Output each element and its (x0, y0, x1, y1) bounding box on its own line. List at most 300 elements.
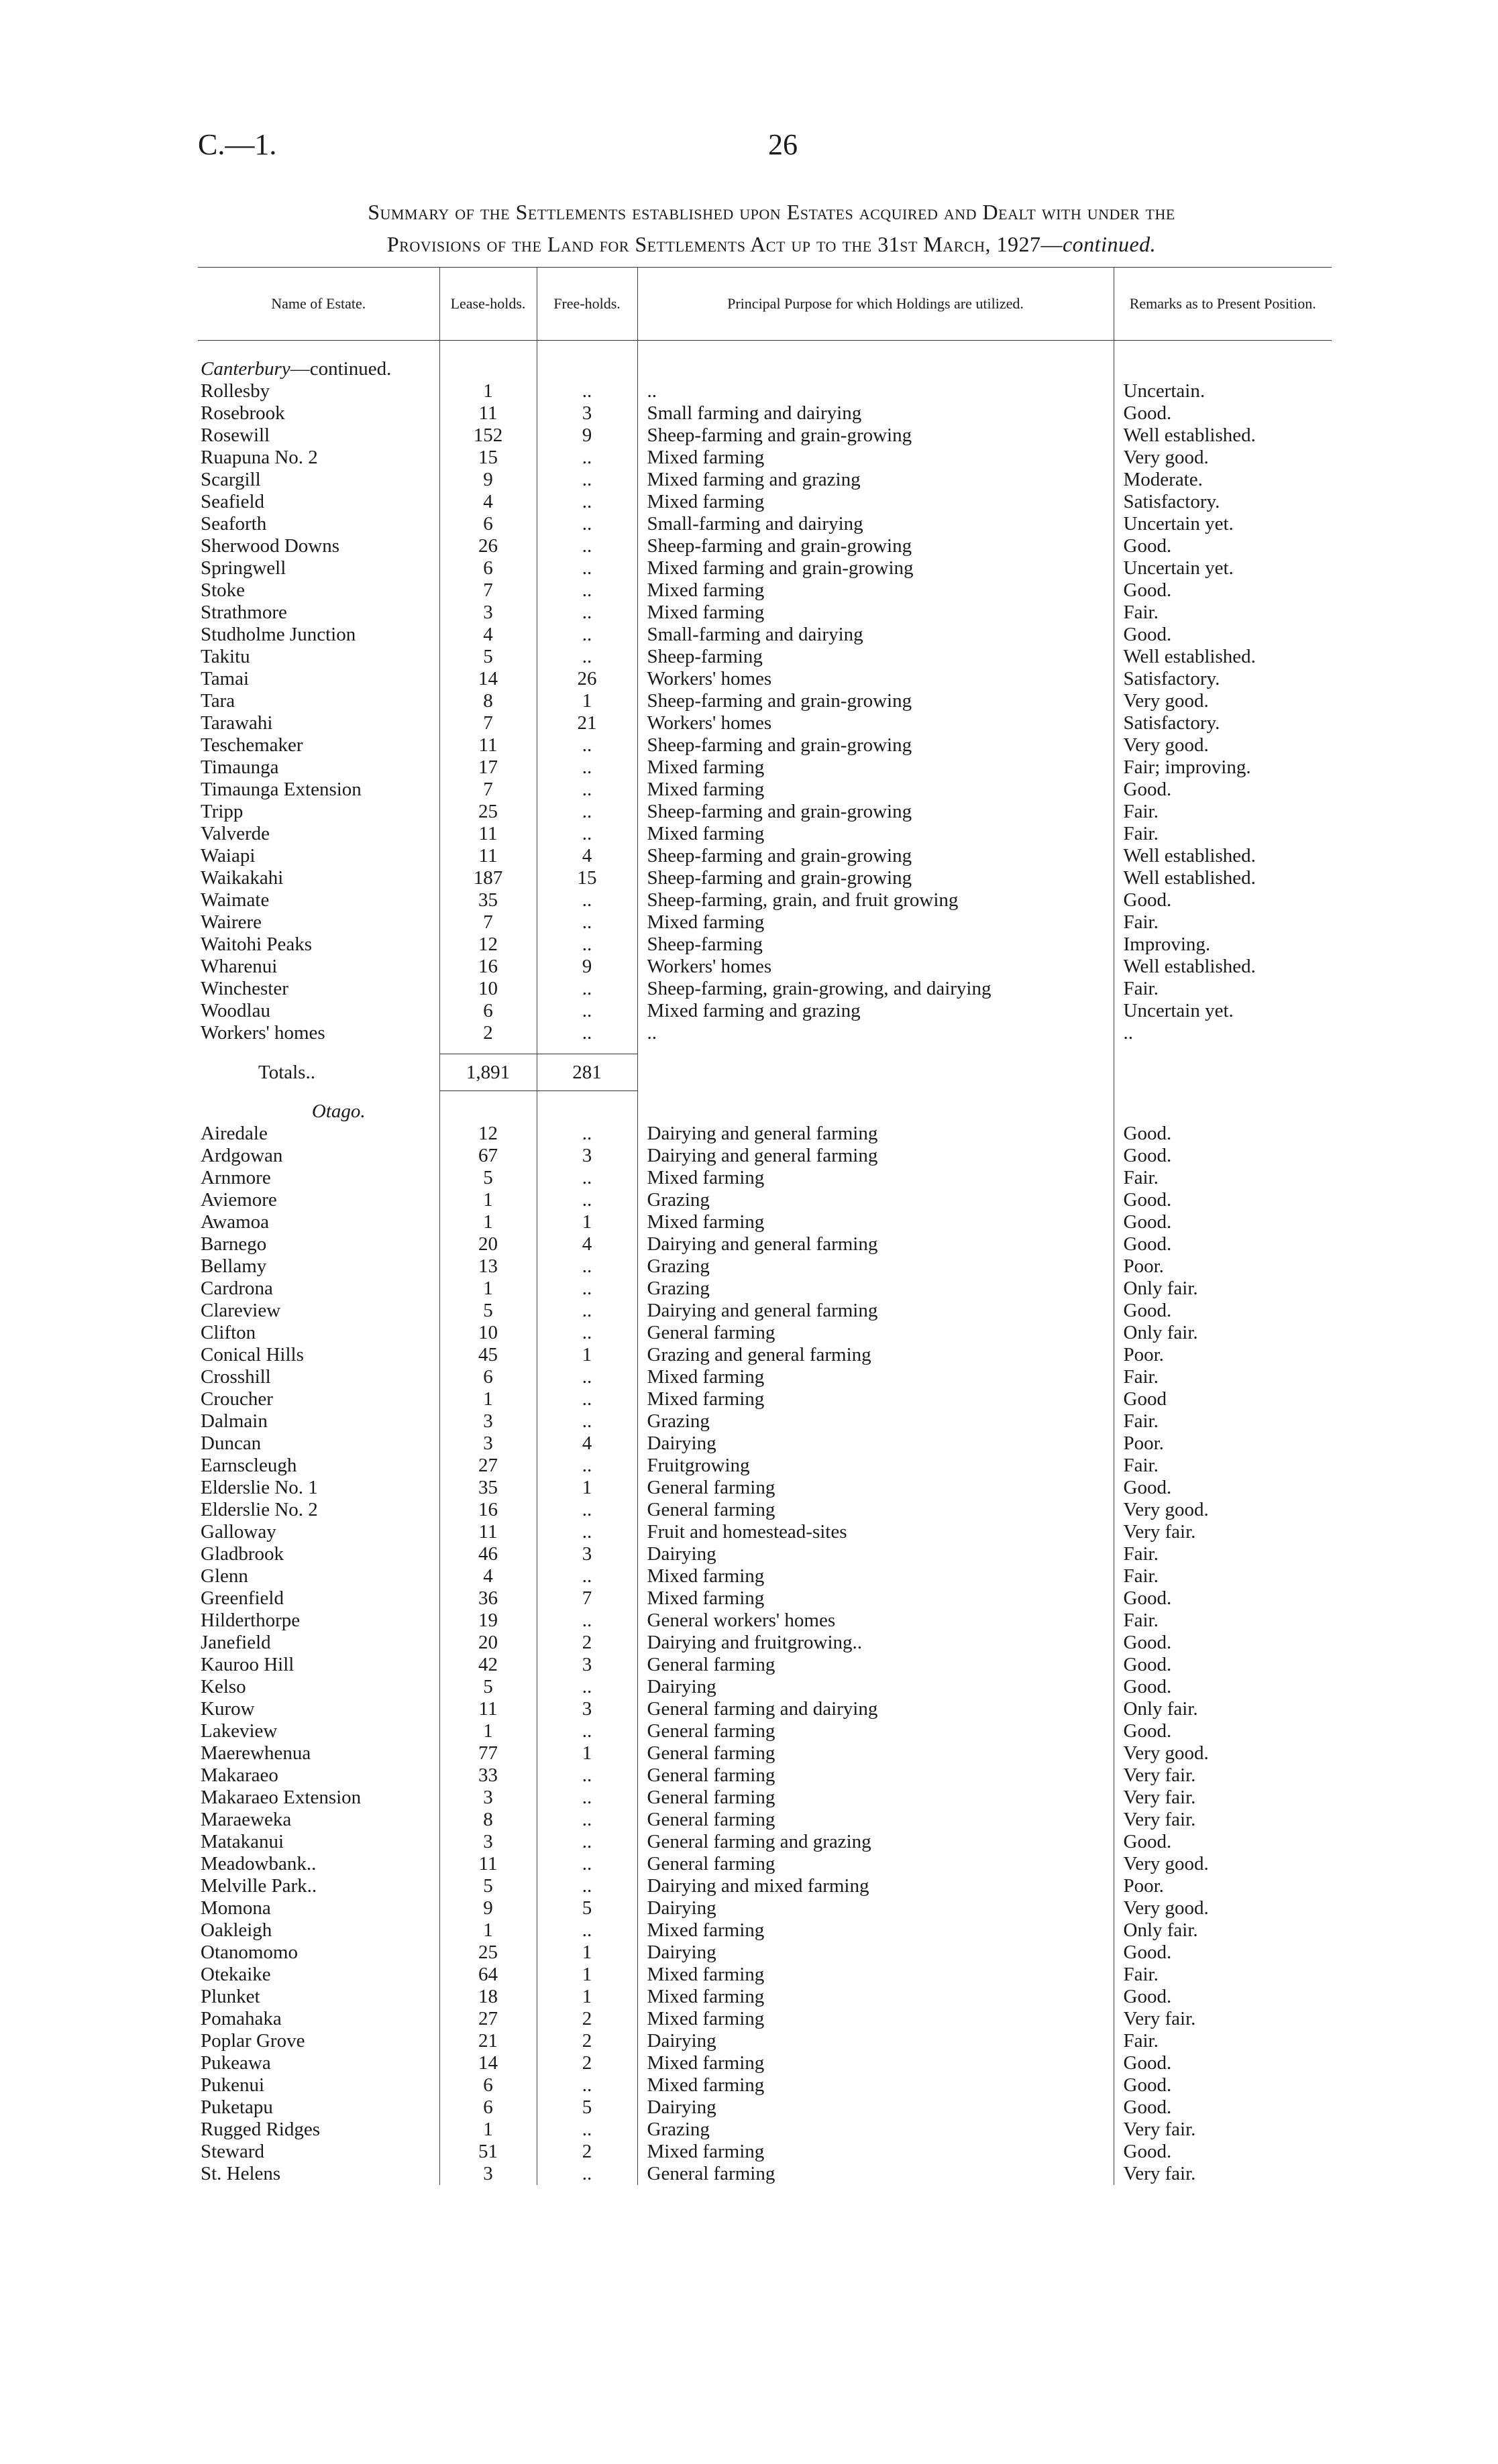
section-heading-otago (198, 1101, 1332, 1123)
table-row (198, 1543, 1332, 1565)
freeholds-count: .. (537, 1278, 637, 1300)
totals-label: Totals.. (258, 1061, 315, 1083)
spacer-row (198, 1091, 1332, 1101)
remarks: Fair. (1114, 801, 1332, 823)
remarks: Good. (1114, 1986, 1332, 2008)
principal-purpose: Mixed farming (637, 491, 1114, 513)
section-region: Canterbury (201, 358, 290, 380)
principal-purpose: Dairying (637, 1942, 1114, 1964)
leaseholds-count: 1 (439, 1278, 537, 1300)
freeholds-count: .. (537, 1521, 637, 1543)
remarks: Fair. (1114, 1565, 1332, 1587)
estate-name: Valverde (201, 823, 270, 844)
freeholds-count: .. (537, 1300, 637, 1322)
principal-purpose: Dairying (637, 1897, 1114, 1919)
freeholds-count: .. (537, 1610, 637, 1632)
remarks: Good. (1114, 1632, 1332, 1654)
leaseholds-count: 3 (439, 1831, 537, 1853)
leaseholds-count: 3 (439, 1410, 537, 1433)
estate-name: Pomahaka (201, 2008, 282, 2029)
principal-purpose: General farming (637, 1809, 1114, 1831)
principal-purpose: Dairying and fruitgrowing.. (637, 1632, 1114, 1654)
estate-name: Elderslie No. 2 (201, 1499, 318, 1520)
principal-purpose: Grazing (637, 1410, 1114, 1433)
remarks: Good. (1114, 1211, 1332, 1233)
principal-purpose: Sheep-farming, grain, and fruit growing (637, 889, 1114, 911)
estate-name: Seaforth (201, 513, 267, 535)
principal-purpose: General farming (637, 1765, 1114, 1787)
freeholds-count: 5 (537, 2096, 637, 2119)
remarks: Very fair. (1114, 2008, 1332, 2030)
remarks: Good. (1114, 2096, 1332, 2119)
remarks: Good. (1114, 779, 1332, 801)
leaseholds-count: 11 (439, 402, 537, 425)
table-row (198, 2052, 1332, 2074)
table-row (198, 2008, 1332, 2030)
table-row (198, 1521, 1332, 1543)
estate-name: Oakleigh (201, 1919, 272, 1941)
table-row (198, 2141, 1332, 2163)
estate-name: Timaunga Extension (201, 779, 362, 800)
col-remarks: Remarks as to Present Position. (1114, 268, 1332, 341)
freeholds-count: .. (537, 734, 637, 757)
leaseholds-count: 6 (439, 2074, 537, 2096)
remarks: Fair. (1114, 1543, 1332, 1565)
remarks: Fair; improving. (1114, 757, 1332, 779)
document-code: C.—1. (198, 128, 277, 161)
table-row (198, 1565, 1332, 1587)
principal-purpose: Sheep-farming and grain-growing (637, 425, 1114, 447)
remarks: Good. (1114, 1477, 1332, 1499)
freeholds-count: .. (537, 1875, 637, 1897)
section-region: Otago. (311, 1101, 366, 1122)
leaseholds-count: 25 (439, 801, 537, 823)
remarks: Good. (1114, 2074, 1332, 2096)
estate-name: Earnscleugh (201, 1455, 297, 1476)
leaseholds-count: 10 (439, 978, 537, 1000)
estate-name: St. Helens (201, 2163, 281, 2184)
freeholds-count: .. (537, 1189, 637, 1211)
remarks: Uncertain. (1114, 380, 1332, 402)
leaseholds-count: 187 (439, 867, 537, 889)
principal-purpose: Sheep-farming and grain-growing (637, 845, 1114, 867)
totals-row (198, 1054, 1332, 1091)
estate-name: Kauroo Hill (201, 1654, 295, 1675)
estate-name: Rugged Ridges (201, 2119, 321, 2140)
estate-name: Otanomomo (201, 1942, 298, 1963)
remarks: Fair. (1114, 1964, 1332, 1986)
estate-name: Croucher (201, 1388, 273, 1410)
freeholds-count: .. (537, 1565, 637, 1587)
estate-name: Crosshill (201, 1366, 271, 1388)
table-row (198, 1831, 1332, 1853)
leaseholds-count: 12 (439, 934, 537, 956)
estate-name: Plunket (201, 1986, 260, 2007)
remarks: Good. (1114, 1587, 1332, 1610)
leaseholds-count: 35 (439, 1477, 537, 1499)
estate-name: Ruapuna No. 2 (201, 447, 318, 468)
freeholds-count: .. (537, 801, 637, 823)
leaseholds-count: 3 (439, 1433, 537, 1455)
leaseholds-count: 1 (439, 2119, 537, 2141)
table-row (198, 1720, 1332, 1742)
leaseholds-count: 6 (439, 513, 537, 535)
leaseholds-count: 42 (439, 1654, 537, 1676)
principal-purpose: Mixed farming (637, 2008, 1114, 2030)
estate-name: Woodlau (201, 1000, 270, 1021)
leaseholds-count: 12 (439, 1123, 537, 1145)
remarks: Satisfactory. (1114, 712, 1332, 734)
estate-name: Momona (201, 1897, 271, 1919)
remarks: Fair. (1114, 1410, 1332, 1433)
leaseholds-count: 1 (439, 1720, 537, 1742)
spacer-row (198, 341, 1332, 359)
principal-purpose: Dairying and general farming (637, 1233, 1114, 1255)
freeholds-count: .. (537, 1831, 637, 1853)
leaseholds-count: 35 (439, 889, 537, 911)
remarks: Fair. (1114, 1167, 1332, 1189)
leaseholds-count: 6 (439, 1366, 537, 1388)
remarks: Very good. (1114, 1853, 1332, 1875)
remarks: .. (1114, 1022, 1332, 1044)
estate-name: Sherwood Downs (201, 535, 340, 557)
estate-name: Tamai (201, 668, 250, 689)
remarks: Very good. (1114, 1897, 1332, 1919)
table-row (198, 1233, 1332, 1255)
title-line-2 (188, 228, 1355, 260)
table-row (198, 779, 1332, 801)
remarks: Very fair. (1114, 1809, 1332, 1831)
freeholds-count: .. (537, 1167, 637, 1189)
principal-purpose: General farming (637, 1499, 1114, 1521)
remarks: Fair. (1114, 1455, 1332, 1477)
remarks: Very good. (1114, 734, 1332, 757)
freeholds-count: 1 (537, 690, 637, 712)
estate-name: Waikakahi (201, 867, 284, 889)
leaseholds-count: 5 (439, 1676, 537, 1698)
principal-purpose: Sheep-farming and grain-growing (637, 867, 1114, 889)
leaseholds-count: 14 (439, 2052, 537, 2074)
freeholds-count: 1 (537, 1986, 637, 2008)
principal-purpose: .. (637, 380, 1114, 402)
principal-purpose: Mixed farming and grain-growing (637, 557, 1114, 579)
col-principal-purpose: Principal Purpose for which Holdings are utilized. (637, 268, 1114, 341)
principal-purpose: Sheep-farming (637, 646, 1114, 668)
principal-purpose: Fruit and homestead-sites (637, 1521, 1114, 1543)
principal-purpose: General workers' homes (637, 1610, 1114, 1632)
principal-purpose: Sheep-farming (637, 934, 1114, 956)
remarks: Good. (1114, 402, 1332, 425)
remarks: Well established. (1114, 867, 1332, 889)
remarks: Very fair. (1114, 1787, 1332, 1809)
remarks: Good. (1114, 1145, 1332, 1167)
remarks: Very fair. (1114, 1765, 1332, 1787)
table-row (198, 978, 1332, 1000)
principal-purpose: Small-farming and dairying (637, 513, 1114, 535)
page-title (188, 196, 1355, 260)
freeholds-count: .. (537, 2163, 637, 2185)
remarks: Well established. (1114, 845, 1332, 867)
estate-name: Ardgowan (201, 1145, 283, 1166)
table-row (198, 1189, 1332, 1211)
estate-name: Gladbrook (201, 1543, 284, 1565)
principal-purpose: Mixed farming (637, 602, 1114, 624)
principal-purpose: Mixed farming (637, 1211, 1114, 1233)
estate-name: Seafield (201, 491, 265, 512)
freeholds-count: .. (537, 1123, 637, 1145)
table-row (198, 2096, 1332, 2119)
freeholds-count: 2 (537, 1632, 637, 1654)
table-row (198, 801, 1332, 823)
freeholds-count: 15 (537, 867, 637, 889)
leaseholds-count: 77 (439, 1742, 537, 1765)
estate-name: Janefield (201, 1632, 271, 1653)
leaseholds-count: 5 (439, 1167, 537, 1189)
table-row (198, 1919, 1332, 1942)
table-row (198, 823, 1332, 845)
estate-name: Stoke (201, 579, 246, 601)
table-row (198, 2163, 1332, 2185)
principal-purpose: Workers' homes (637, 712, 1114, 734)
leaseholds-count: 3 (439, 602, 537, 624)
freeholds-count: 4 (537, 1233, 637, 1255)
section-label (198, 358, 439, 380)
principal-purpose: Small-farming and dairying (637, 624, 1114, 646)
remarks: Good. (1114, 1300, 1332, 1322)
freeholds-count: .. (537, 1720, 637, 1742)
principal-purpose: Mixed farming (637, 2141, 1114, 2163)
leaseholds-count: 20 (439, 1233, 537, 1255)
leaseholds-count: 2 (439, 1022, 537, 1044)
estate-name: Meadowbank.. (201, 1853, 317, 1874)
principal-purpose: Mixed farming (637, 1587, 1114, 1610)
table-row (198, 602, 1332, 624)
leaseholds-count: 21 (439, 2030, 537, 2052)
remarks: Uncertain yet. (1114, 1000, 1332, 1022)
estate-name: Steward (201, 2141, 265, 2162)
remarks: Very fair. (1114, 2163, 1332, 2185)
remarks: Good. (1114, 1831, 1332, 1853)
leaseholds-count: 5 (439, 1875, 537, 1897)
freeholds-count: 1 (537, 1742, 637, 1765)
estate-name: Makaraeo Extension (201, 1787, 362, 1808)
spacer-row (198, 1044, 1332, 1054)
principal-purpose: General farming and grazing (637, 1831, 1114, 1853)
freeholds-count: .. (537, 602, 637, 624)
remarks: Good. (1114, 2141, 1332, 2163)
freeholds-count: .. (537, 1388, 637, 1410)
table-row (198, 1942, 1332, 1964)
freeholds-count: 1 (537, 1964, 637, 1986)
principal-purpose: Grazing and general farming (637, 1344, 1114, 1366)
table-row (198, 668, 1332, 690)
principal-purpose: Mixed farming and grazing (637, 1000, 1114, 1022)
remarks: Good. (1114, 535, 1332, 557)
principal-purpose: General farming (637, 1720, 1114, 1742)
remarks: Good. (1114, 1189, 1332, 1211)
leaseholds-count: 1 (439, 1189, 537, 1211)
estate-name: Scargill (201, 469, 261, 490)
estate-name: Timaunga (201, 757, 279, 778)
freeholds-count: .. (537, 823, 637, 845)
leaseholds-count: 8 (439, 1809, 537, 1831)
table-row (198, 1022, 1332, 1044)
table-row (198, 557, 1332, 579)
estate-name: Otekaike (201, 1964, 271, 1985)
table-row (198, 1809, 1332, 1831)
estate-name: Arnmore (201, 1167, 271, 1188)
freeholds-count: .. (537, 1809, 637, 1831)
table-row (198, 1278, 1332, 1300)
estate-name: Waitohi Peaks (201, 934, 312, 955)
remarks: Fair. (1114, 1366, 1332, 1388)
table-row (198, 911, 1332, 934)
leaseholds-count: 36 (439, 1587, 537, 1610)
table-row (198, 2119, 1332, 2141)
freeholds-count: 3 (537, 1698, 637, 1720)
principal-purpose: General farming and dairying (637, 1698, 1114, 1720)
freeholds-count: .. (537, 1765, 637, 1787)
estate-name: Tara (201, 690, 235, 712)
principal-purpose: Mixed farming (637, 1167, 1114, 1189)
principal-purpose: Workers' homes (637, 956, 1114, 978)
principal-purpose: Grazing (637, 1278, 1114, 1300)
principal-purpose: .. (637, 1022, 1114, 1044)
leaseholds-count: 26 (439, 535, 537, 557)
principal-purpose: Dairying (637, 1433, 1114, 1455)
remarks: Fair. (1114, 2030, 1332, 2052)
principal-purpose: Mixed farming (637, 911, 1114, 934)
table-row (198, 1742, 1332, 1765)
freeholds-count: .. (537, 1322, 637, 1344)
freeholds-count: .. (537, 889, 637, 911)
freeholds-count: .. (537, 469, 637, 491)
estate-name: Waimate (201, 889, 270, 911)
table-row (198, 425, 1332, 447)
estate-name: Tripp (201, 801, 244, 822)
table-row (198, 1610, 1332, 1632)
table-row (198, 1344, 1332, 1366)
estate-name: Lakeview (201, 1720, 278, 1742)
remarks: Good. (1114, 624, 1332, 646)
freeholds-count: .. (537, 779, 637, 801)
remarks: Satisfactory. (1114, 668, 1332, 690)
table-row (198, 934, 1332, 956)
table-row (198, 380, 1332, 402)
estate-name: Rollesby (201, 380, 270, 402)
estate-name: Rosewill (201, 425, 270, 446)
estate-name: Elderslie No. 1 (201, 1477, 318, 1498)
freeholds-count: .. (537, 491, 637, 513)
table-row (198, 1477, 1332, 1499)
page-number: 26 (768, 128, 798, 161)
estate-name: Teschemaker (201, 734, 303, 756)
leaseholds-count: 9 (439, 1897, 537, 1919)
remarks: Very good. (1114, 690, 1332, 712)
principal-purpose: Grazing (637, 1189, 1114, 1211)
freeholds-count: .. (537, 535, 637, 557)
title-line-2-text: Provisions of the Land for Settlements Act up to the 31st March, 1927— (386, 232, 1063, 256)
freeholds-count: .. (537, 1410, 637, 1433)
principal-purpose: Mixed farming (637, 757, 1114, 779)
principal-purpose: Dairying and general farming (637, 1300, 1114, 1322)
principal-purpose: Grazing (637, 1255, 1114, 1278)
remarks: Uncertain yet. (1114, 557, 1332, 579)
leaseholds-count: 4 (439, 1565, 537, 1587)
table-row (198, 513, 1332, 535)
estate-name: Strathmore (201, 602, 287, 623)
remarks: Well established. (1114, 646, 1332, 668)
remarks: Only fair. (1114, 1322, 1332, 1344)
leaseholds-count: 7 (439, 712, 537, 734)
leaseholds-count: 17 (439, 757, 537, 779)
remarks: Improving. (1114, 934, 1332, 956)
freeholds-count: 1 (537, 1942, 637, 1964)
estate-name: Tarawahi (201, 712, 273, 734)
estate-name: Dalmain (201, 1410, 268, 1432)
leaseholds-count: 11 (439, 845, 537, 867)
leaseholds-count: 1 (439, 380, 537, 402)
title-continued: continued. (1062, 232, 1157, 256)
principal-purpose: General farming (637, 1654, 1114, 1676)
estate-name: Airedale (201, 1123, 268, 1144)
estate-name: Duncan (201, 1433, 262, 1454)
estate-name: Takitu (201, 646, 250, 667)
leaseholds-count: 6 (439, 1000, 537, 1022)
leaseholds-count: 7 (439, 579, 537, 602)
table-row (198, 491, 1332, 513)
estate-name: Puketapu (201, 2096, 273, 2118)
col-freeholds: Free-holds. (537, 268, 637, 341)
remarks: Good. (1114, 1123, 1332, 1145)
remarks: Well established. (1114, 956, 1332, 978)
leaseholds-count: 45 (439, 1344, 537, 1366)
leaseholds-count: 152 (439, 425, 537, 447)
principal-purpose: Mixed farming (637, 2074, 1114, 2096)
estate-name: Bellamy (201, 1255, 267, 1277)
leaseholds-count: 1 (439, 1211, 537, 1233)
leaseholds-count: 51 (439, 2141, 537, 2163)
estate-name: Awamoa (201, 1211, 270, 1233)
leaseholds-count: 3 (439, 2163, 537, 2185)
freeholds-count: .. (537, 1022, 637, 1044)
freeholds-count: .. (537, 934, 637, 956)
estate-name: Wharenui (201, 956, 278, 977)
leaseholds-count: 3 (439, 1787, 537, 1809)
principal-purpose: Mixed farming (637, 447, 1114, 469)
leaseholds-count: 7 (439, 911, 537, 934)
remarks: Poor. (1114, 1433, 1332, 1455)
table-row (198, 535, 1332, 557)
freeholds-count: .. (537, 911, 637, 934)
leaseholds-count: 10 (439, 1322, 537, 1344)
estate-name: Conical Hills (201, 1344, 304, 1365)
freeholds-count: .. (537, 380, 637, 402)
table-row (198, 1000, 1332, 1022)
remarks: Fair. (1114, 1610, 1332, 1632)
table-row (198, 956, 1332, 978)
table-row (198, 1875, 1332, 1897)
leaseholds-count: 18 (439, 1986, 537, 2008)
table-row (198, 757, 1332, 779)
table-row (198, 2030, 1332, 2052)
leaseholds-count: 6 (439, 2096, 537, 2119)
freeholds-count: .. (537, 1676, 637, 1698)
leaseholds-count: 16 (439, 956, 537, 978)
table-row (198, 1366, 1332, 1388)
leaseholds-count: 14 (439, 668, 537, 690)
table-row (198, 734, 1332, 757)
